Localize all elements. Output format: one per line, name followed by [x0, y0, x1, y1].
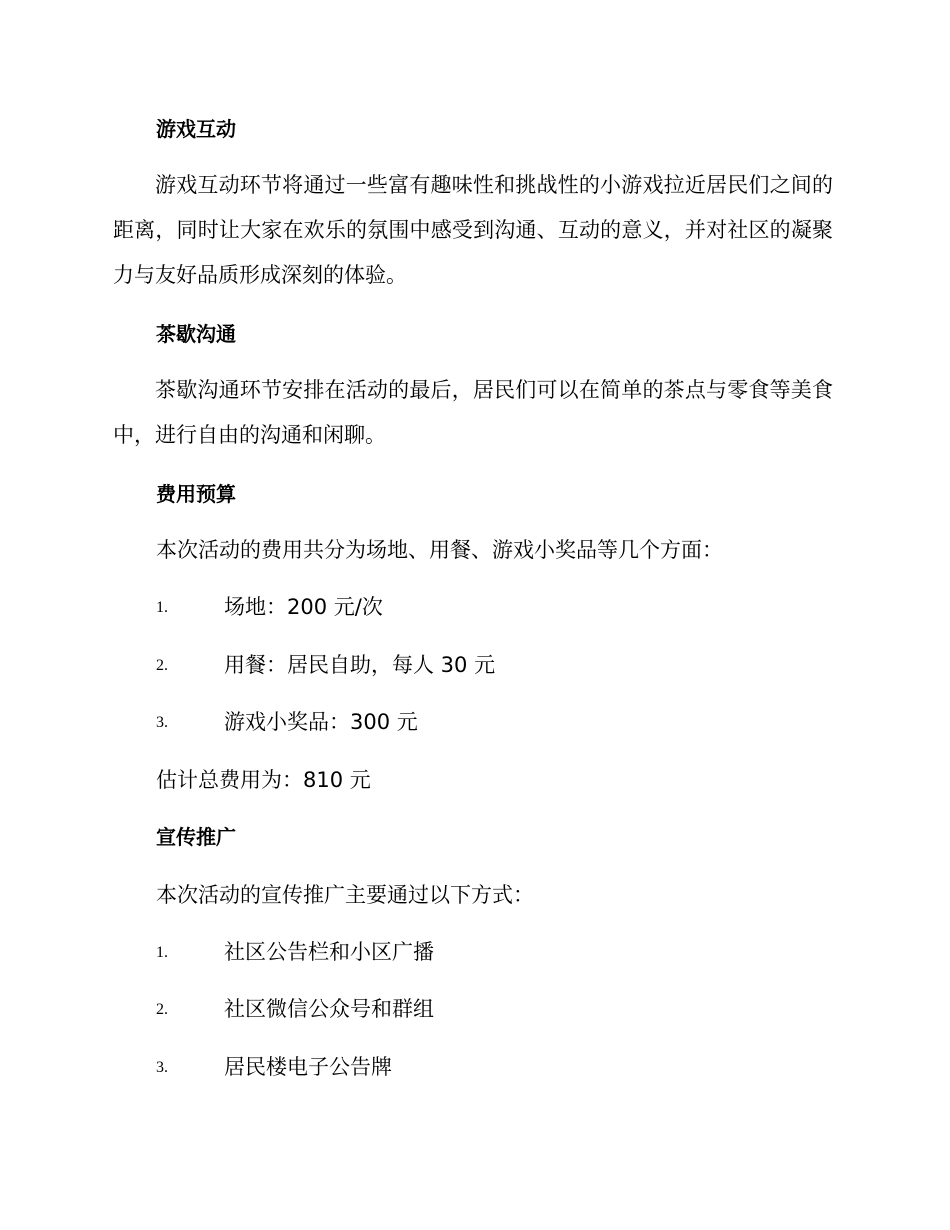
section-body-game: 游戏互动环节将通过一些富有趣味性和挑战性的小游戏拉近居民们之间的距离，同时让大家在欢乐的氛围中感受到沟通、互动的意义，并对社区的凝聚力与友好品质形成深刻的体验。: [113, 173, 833, 287]
budget-item-text: 场地：200 元/次: [224, 595, 383, 619]
budget-item-text: 游戏小奖品：300 元: [224, 710, 418, 734]
budget-intro: 本次活动的费用共分为场地、用餐、游戏小奖品等几个方面：: [156, 538, 723, 562]
budget-item-number: 2.: [156, 657, 168, 674]
budget-item-number: 3.: [156, 714, 168, 731]
section-heading-game: 游戏互动: [156, 117, 236, 141]
promo-item-text: 社区微信公众号和群组: [224, 997, 434, 1021]
promo-item-number: 1.: [156, 944, 168, 961]
section-heading-budget: 费用预算: [156, 482, 236, 506]
promo-item-text: 社区公告栏和小区广播: [224, 940, 434, 964]
promo-intro: 本次活动的宣传推广主要通过以下方式：: [156, 883, 534, 907]
budget-item-number: 1.: [156, 599, 168, 616]
section-heading-tea: 茶歇沟通: [156, 322, 236, 346]
promo-item-number: 2.: [156, 1001, 168, 1018]
promo-item-text: 居民楼电子公告牌: [224, 1055, 392, 1079]
promo-item-number: 3.: [156, 1059, 168, 1076]
budget-item-text: 用餐：居民自助，每人 30 元: [224, 653, 496, 677]
section-heading-promo: 宣传推广: [156, 825, 236, 849]
section-body-tea: 茶歇沟通环节安排在活动的最后，居民们可以在简单的茶点与零食等美食中，进行自由的沟通和闲聊。: [113, 378, 833, 447]
budget-total: 估计总费用为：810 元: [156, 768, 371, 792]
